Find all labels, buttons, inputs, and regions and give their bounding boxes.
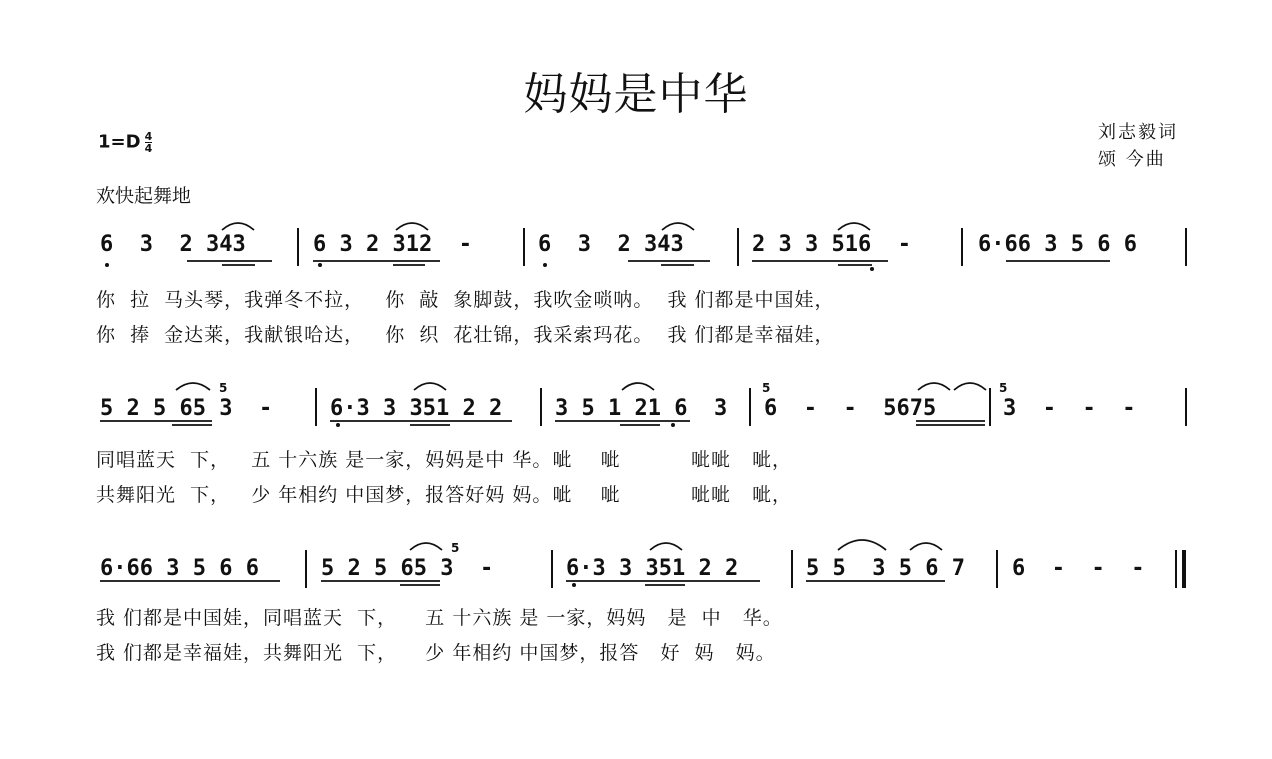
time-signature-bottom: 4 <box>144 142 153 155</box>
octave-dot <box>870 267 874 271</box>
slur <box>954 383 986 390</box>
time-signature <box>145 131 153 154</box>
key-label: 1=D <box>98 131 141 153</box>
grace-note: 5 <box>451 541 460 555</box>
measure: 6 3 2 343 <box>538 232 684 257</box>
slur <box>410 543 442 550</box>
grace-note: 5 <box>999 381 1008 395</box>
song-title: 妈妈是中华 <box>523 69 749 120</box>
measure: 6·3 3 351 2 2 <box>566 556 739 581</box>
lyric-line: 同唱蓝天 下， 五 十六族 是一家，妈妈是中 华。呲 呲 呲呲 呲， <box>96 449 792 471</box>
grace-note: 5 <box>762 381 771 395</box>
grace-note: 5 <box>219 381 228 395</box>
measure: 6 - - 5675 <box>764 396 937 421</box>
slur <box>622 383 654 390</box>
measure: 6·66 3 5 6 6 <box>978 232 1137 257</box>
slur <box>222 223 254 230</box>
measure: 6·66 3 5 6 6 <box>100 556 259 581</box>
lyric-line: 你 拉 马头琴，我弹冬不拉， 你 敲 象脚鼓，我吹金唢呐。 我 们都是中国娃， <box>96 289 835 311</box>
measure: 3 - - - <box>1003 396 1136 421</box>
slur <box>838 223 870 230</box>
octave-dot <box>318 263 322 267</box>
octave-dot <box>336 423 340 427</box>
slur <box>662 223 694 230</box>
measure: 5 5 3 5 6 7 <box>806 556 965 581</box>
slur <box>176 383 210 390</box>
time-signature-top: 4 <box>144 130 153 143</box>
measure: 6 - - - <box>1012 556 1145 581</box>
measure: 6 3 2 312 - <box>313 232 472 257</box>
lyric-line: 我 们都是幸福娃，共舞阳光 下， 少 年相约 中国梦，报答 好 妈 妈。 <box>96 642 776 664</box>
key-signature <box>98 131 152 154</box>
measure: 5 2 5 65 3 - <box>100 396 273 421</box>
lyricist-credit: 刘志毅词 <box>1098 122 1178 143</box>
slur <box>838 540 886 550</box>
lyric-line: 你 捧 金达莱，我献银哈达， 你 织 花壮锦，我采索玛花。 我 们都是幸福娃， <box>96 324 835 346</box>
composer-credit: 颂 今曲 <box>1098 149 1166 170</box>
slur <box>396 223 428 230</box>
slur <box>918 383 950 390</box>
lyric-line: 我 们都是中国娃，同唱蓝天 下， 五 十六族 是 一家，妈妈 是 中 华。 <box>96 607 783 629</box>
tempo-marking: 欢快起舞地 <box>96 185 192 207</box>
measure: 5 2 5 65 3 - <box>321 556 494 581</box>
octave-dot <box>543 263 547 267</box>
slur <box>650 543 682 550</box>
slur <box>910 543 942 550</box>
measure: 2 3 3 516 - <box>752 232 911 257</box>
measure: 6·3 3 351 2 2 <box>330 396 503 421</box>
octave-dot <box>671 423 675 427</box>
octave-dot <box>105 263 109 267</box>
slur <box>414 383 446 390</box>
lyric-line: 共舞阳光 下， 少 年相约 中国梦，报答好妈 妈。呲 呲 呲呲 呲， <box>96 484 792 506</box>
measure: 3 5 1 21 6 3 <box>555 396 728 421</box>
measure: 6 3 2 343 <box>100 232 246 257</box>
octave-dot <box>572 583 576 587</box>
